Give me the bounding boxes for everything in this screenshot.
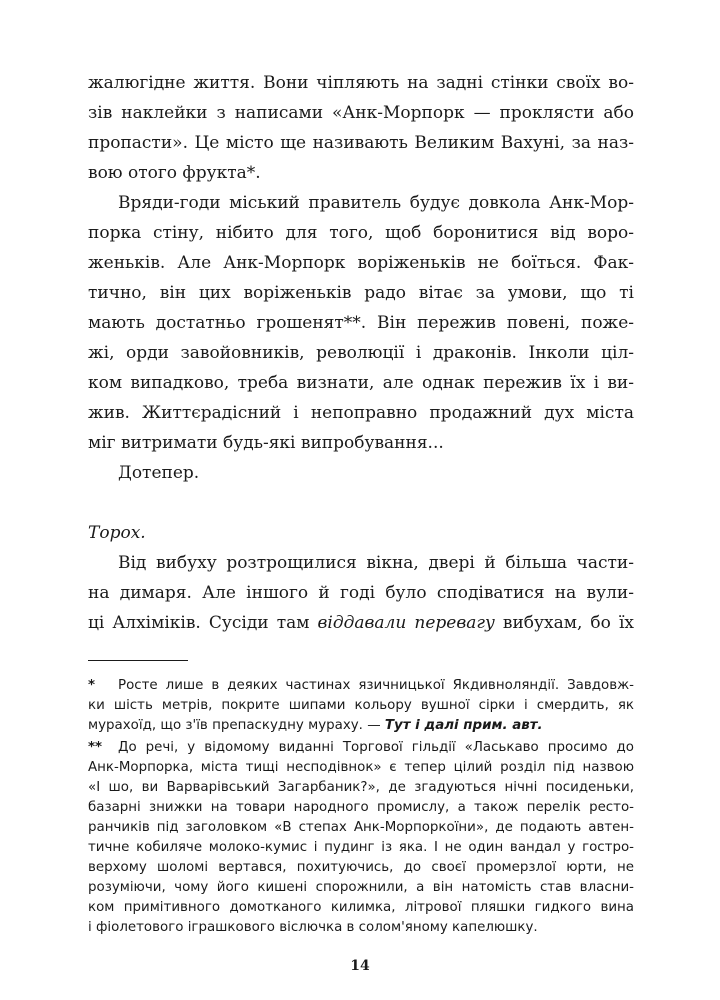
footnote-marker: ** <box>88 740 103 755</box>
footnote-attribution: Тут і далі прим. авт. <box>384 718 543 733</box>
body-line: міг витримати будь-які випробування... <box>88 433 444 453</box>
body-line: на димаря. Але іншого й годі було сподіватися на вули- <box>88 583 634 603</box>
body-line: зів наклейки з написами «Анк-Морпорк — проклясти або <box>88 103 634 123</box>
body-line: жив. Життєрадісний і непоправно продажний дух міста <box>88 403 634 423</box>
footnote-line: тичне кобиляче молоко-кумис і пудинг із яка. І не один вандал у гостро- <box>88 840 634 855</box>
body-line: пропасти». Це місто ще називають Великим Вахуні, за наз- <box>88 133 634 153</box>
footnote-line: базарні знижки на товари народного промислу, а також перелік ресто- <box>88 800 634 815</box>
body-line: жі, орди завойовників, революції і драконів. Інколи ціл- <box>88 343 634 363</box>
body-line: женьків. Але Анк-Морпорк воріженьків не боїться. Фак- <box>88 253 634 273</box>
body-line: Від вибуху розтрощилися вікна, двері й більша части- <box>118 553 634 573</box>
body-text: ці Алхіміків. Сусіди там <box>88 613 318 633</box>
body-text: вибухам, бо їх <box>494 613 634 633</box>
body-line: Дотепер. <box>118 463 200 483</box>
page-number: 14 <box>350 958 370 974</box>
footnote-line: Анк-Морпорка, міста тищі несподівнок» є тепер цілий розділ під назвою <box>88 760 634 775</box>
body-emphasis: віддавали перевагу <box>317 613 495 633</box>
footnote-line: ранчиків під заголовком «В степах Анк-Морпоркоїни», де подають автен- <box>88 820 634 835</box>
body-line: Вряди-годи міський правитель будує довкола Анк-Мор- <box>118 193 634 213</box>
footnote-line: ком примітивного домотканого килимка, літрової пляшки гидкого вина <box>88 900 634 915</box>
footnote-line: і фіолетового іграшкового віслючка в солом'яному капелюшку. <box>88 920 538 935</box>
footnote-divider <box>88 660 188 661</box>
body-line: тично, він цих воріженьків радо вітає за умови, що ті <box>88 283 634 303</box>
body-line: вою отого фрукта*. <box>88 163 261 183</box>
body-line: мають достатньо грошенят**. Він пережив повені, поже- <box>88 313 634 333</box>
footnote-text: Росте лише в деяких частинах язичницької Якдивноляндії. Завдовж- <box>118 678 634 693</box>
footnote-marker: * <box>88 678 96 693</box>
footnote-line: «І шо, ви Варварівський Загарбаник?», де згадуються нічні посиденьки, <box>88 780 634 795</box>
footnote-text: мурахоїд, що з'їв препаскудну мураху. — <box>88 718 385 733</box>
footnote-line: верхому шоломі вертався, похитуючись, до своєї промерзлої юрти, не <box>88 860 634 875</box>
footnote-line <box>88 718 634 734</box>
footnote-line: розуміючи, чому його кишені спорожнили, а він натомість став власни- <box>88 880 634 895</box>
footnote-line: ки шість метрів, покрите шипами кольору вушної сірки і смердить, як <box>88 698 634 713</box>
body-line: порка стіну, нібито для того, щоб боронитися від воро- <box>88 223 634 243</box>
body-line: ком випадково, треба визнати, але однак пережив їх і ви- <box>88 373 634 393</box>
body-line: жалюгідне життя. Вони чіпляють на задні стінки своїх во- <box>88 73 634 93</box>
footnote-text: До речі, у відомому виданні Торгової гільдії «Ласькаво просимо до <box>118 740 634 755</box>
footnote-line <box>88 678 634 694</box>
body-line <box>88 613 634 633</box>
section-opening: Торох. <box>88 523 146 543</box>
footnote-line <box>88 740 634 756</box>
